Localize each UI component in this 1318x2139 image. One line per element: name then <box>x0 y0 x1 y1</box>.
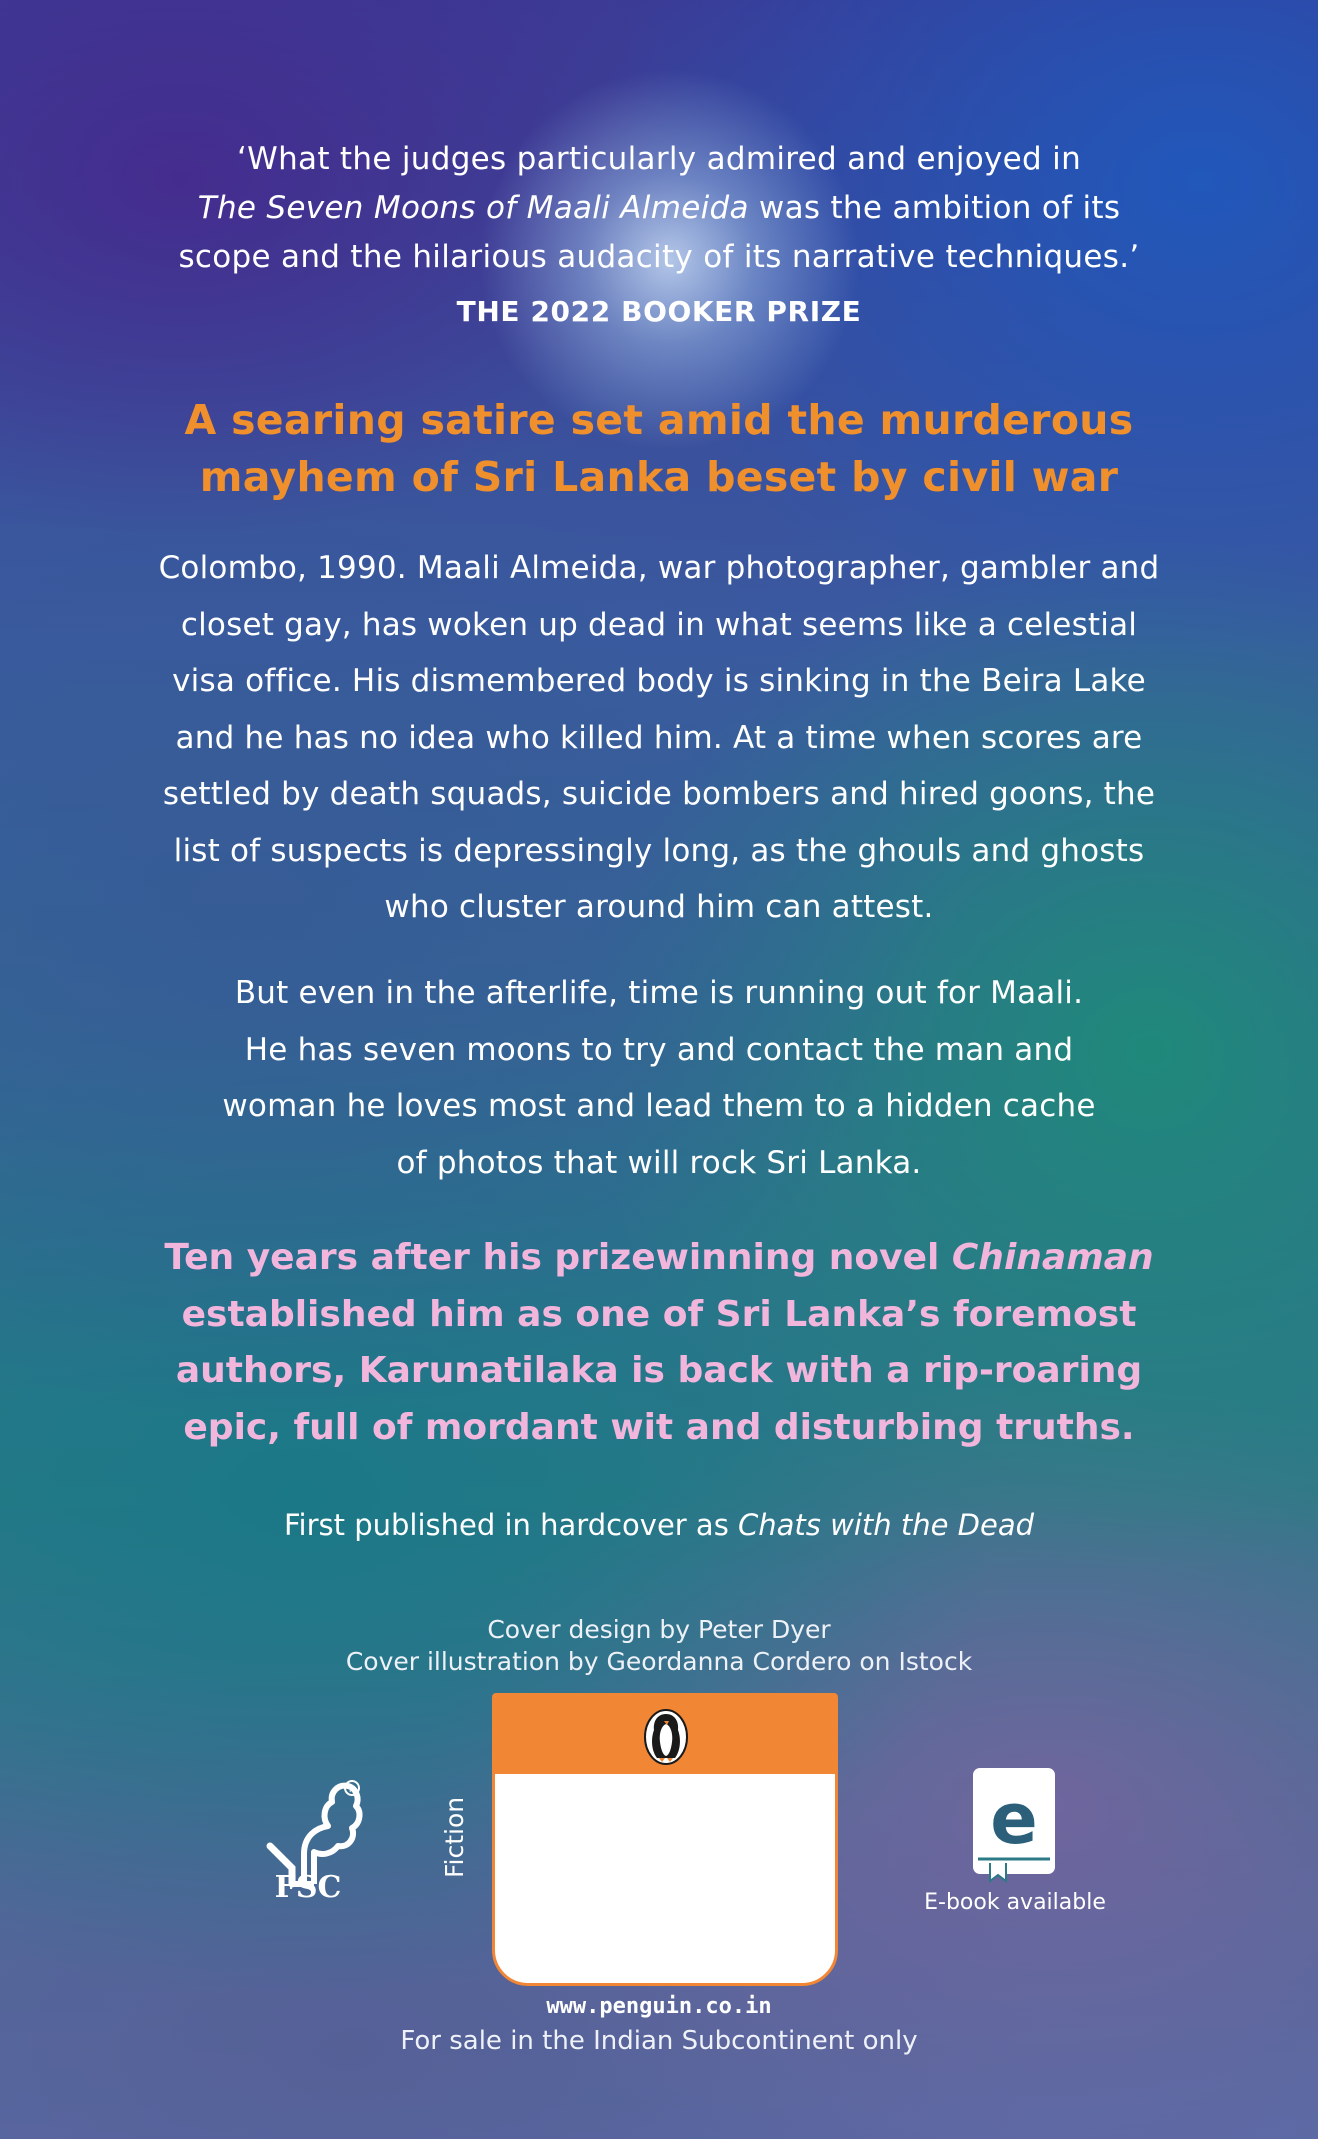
fsc-label: FSC <box>274 1870 342 1905</box>
cover-design-credit: Cover design by Peter Dyer <box>487 1615 831 1644</box>
blurb-line: woman he loves most and lead them to a hidden cache <box>222 1088 1096 1124</box>
author-blurb-line-1 <box>0 1230 1318 1287</box>
author-blurb <box>0 1230 1318 1456</box>
first-published-text: First published in hardcover as <box>283 1508 739 1542</box>
publisher-badge-band <box>495 1696 835 1774</box>
author-blurb-text: Ten years after his prizewinning novel <box>164 1237 952 1278</box>
publisher-url[interactable]: www.penguin.co.in <box>546 1994 772 2019</box>
blurb-line: who cluster around him can attest. <box>384 889 934 925</box>
headline <box>0 392 1318 506</box>
blurb-line: But even in the afterlife, time is running out for Maali. <box>234 975 1084 1011</box>
headline-line-1: A searing satire set amid the murderous <box>184 396 1134 444</box>
author-blurb-line-2: established him as one of Sri Lanka’s foremost <box>181 1293 1137 1335</box>
blurb-line: Colombo, 1990. Maali Almeida, war photographer, gambler and <box>158 550 1160 586</box>
blurb-paragraph-1 <box>0 540 1318 936</box>
cover-illustration-credit: Cover illustration by Geordanna Cordero on Istock <box>345 1647 973 1676</box>
sale-territory-note: For sale in the Indian Subcontinent only <box>400 2026 918 2056</box>
blurb-line: closet gay, has woken up dead in what seems like a celestial <box>180 606 1138 643</box>
blurb-line: settled by death squads, suicide bombers and hired goons, the <box>162 776 1156 812</box>
cover-credits <box>0 1614 1318 1678</box>
quote-line-1: ‘What the judges particularly admired and enjoyed in <box>236 141 1082 177</box>
headline-line-2: mayhem of Sri Lanka beset by civil war <box>199 453 1119 501</box>
first-published-note <box>0 1508 1318 1542</box>
quote-book-title: The Seven Moons of Maali Almeida <box>197 190 749 226</box>
blurb-line: and he has no idea who killed him. At a time when scores are <box>175 719 1143 756</box>
blurb-line: visa office. His dismembered body is sinking in the Beira Lake <box>172 663 1146 699</box>
svg-text:R: R <box>348 1785 356 1795</box>
blurb-line: of photos that will rock Sri Lanka. <box>396 1144 922 1181</box>
quote-line-2 <box>0 184 1318 233</box>
ebook-label: E-book available <box>924 1890 1106 1915</box>
booker-quote <box>0 135 1318 282</box>
quote-line-2-rest: was the ambition of its <box>748 190 1121 226</box>
blurb-paragraph-2 <box>0 965 1318 1191</box>
penguin-icon <box>643 1708 689 1766</box>
category-label: Fiction <box>440 1796 469 1878</box>
chinaman-title: Chinaman <box>951 1237 1154 1278</box>
blurb-line: He has seven moons to try and contact the man and <box>244 1031 1074 1068</box>
publisher-badge <box>492 1693 838 1986</box>
author-blurb-line-3: authors, Karunatilaka is back with a rip-roaring <box>175 1350 1143 1391</box>
blurb-line: list of suspects is depressingly long, as the ghouls and ghosts <box>173 832 1145 869</box>
quote-line-3: scope and the hilarious audacity of its narrative techniques.’ <box>178 239 1140 275</box>
first-published-title: Chats with the Dead <box>738 1508 1035 1542</box>
quote-source: THE 2022 BOOKER PRIZE <box>456 295 862 328</box>
svg-text:e: e <box>990 1778 1038 1860</box>
ebook-icon <box>970 1765 1058 1885</box>
author-blurb-line-4: epic, full of mordant wit and disturbing truths. <box>183 1406 1135 1448</box>
